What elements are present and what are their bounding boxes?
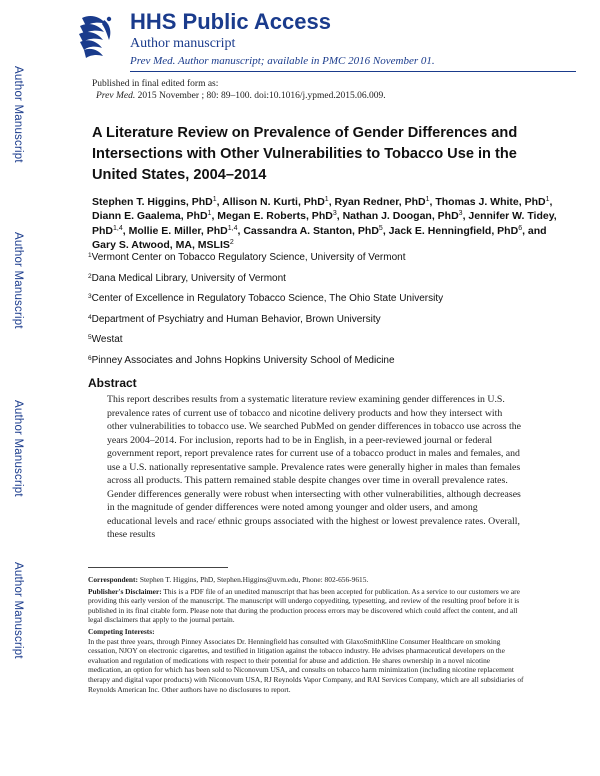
footnote-divider bbox=[88, 567, 228, 568]
citation-journal: Prev Med. bbox=[96, 91, 136, 101]
author-separator: , bbox=[462, 210, 469, 223]
author-affiliation-marker: 1,4 bbox=[113, 224, 123, 232]
author-name: Ryan Redner, PhD bbox=[334, 196, 426, 208]
paper-title: A Literature Review on Prevalence of Gender Differences and Intersections with Other Vulnerabilities to Tobacco Use in the United States, 2004–2014 bbox=[92, 125, 518, 183]
author-separator: , bbox=[122, 224, 129, 237]
author-separator: , bbox=[237, 224, 244, 237]
author-affiliation-marker: 3 bbox=[332, 210, 337, 218]
author-name: Thomas J. White, PhD bbox=[435, 196, 546, 208]
side-label-author-manuscript: Author Manuscript bbox=[12, 66, 24, 163]
side-label-author-manuscript: Author Manuscript bbox=[12, 400, 24, 497]
author-separator: , bbox=[549, 196, 553, 208]
availability-line bbox=[130, 54, 570, 68]
citation bbox=[92, 90, 572, 102]
author-affiliation-marker: 1 bbox=[324, 196, 329, 203]
affiliation-text: Dana Medical Library, University of Vermont bbox=[91, 272, 286, 284]
affiliation-number: 1 bbox=[88, 252, 92, 259]
author-name: Diann E. Gaalema, PhD bbox=[92, 210, 208, 223]
affiliation bbox=[88, 355, 395, 366]
header-divider bbox=[130, 71, 576, 72]
disclaimer-label: Publisher's Disclaimer: bbox=[88, 586, 162, 596]
affiliation-text: Center of Excellence in Regulatory Tobacco Science, The Ohio State University bbox=[91, 293, 444, 304]
author-name: Megan E. Roberts, PhD bbox=[217, 210, 333, 223]
author-affiliation-marker: 1 bbox=[212, 196, 217, 203]
affiliation-text: Department of Psychiatry and Human Behavior, Brown University bbox=[91, 313, 381, 325]
affiliation bbox=[88, 252, 406, 263]
author-affiliation-marker: 3 bbox=[458, 210, 463, 218]
correspondent-label: Correspondent: bbox=[88, 575, 138, 584]
availability-text: Author manuscript; available in PMC 2016 November 01. bbox=[177, 55, 435, 67]
correspondent-text: Stephen T. Higgins, PhD, Stephen.Higgins@uvm.edu, Phone: 802-656-9615. bbox=[139, 575, 369, 584]
footnotes bbox=[88, 575, 526, 696]
author-separator: , and bbox=[522, 224, 547, 237]
affiliation-number: 4 bbox=[88, 313, 92, 321]
author-name: Cassandra A. Stanton, PhD bbox=[243, 224, 379, 237]
author-separator: , bbox=[382, 224, 389, 237]
affiliation-number: 2 bbox=[88, 272, 92, 280]
journal-abbrev: Prev Med. bbox=[130, 55, 176, 67]
author-name: Mollie E. Miller, PhD bbox=[128, 224, 228, 237]
affiliation-number: 6 bbox=[88, 354, 92, 362]
author-name: Jennifer W. Tidey, PhD bbox=[92, 210, 557, 237]
author-affiliation-marker: 2 bbox=[229, 238, 234, 246]
author-affiliation-marker: 1,4 bbox=[227, 224, 238, 232]
author-separator: , bbox=[336, 210, 343, 223]
author-affiliation-marker: 1 bbox=[425, 196, 430, 203]
correspondent-note bbox=[88, 575, 526, 585]
affiliation bbox=[88, 334, 123, 345]
author-separator: , bbox=[328, 196, 335, 208]
abstract-heading: Abstract bbox=[88, 376, 137, 390]
competing-label: Competing Interests: bbox=[88, 626, 155, 636]
affiliation bbox=[88, 314, 381, 325]
author-name: Gary S. Atwood, MA, MSLIS bbox=[92, 238, 230, 251]
author-name: Jack E. Henningfield, PhD bbox=[388, 224, 519, 237]
hhs-public-access-title: HHS Public Access bbox=[130, 9, 331, 34]
competing-text: In the past three years, through Pinney Associates Dr. Henningfield has consulted with GlaxoSmithKline Consumer Healthcare on smoking cessation, NJOY on electronic cigarettes, and testified in litigation against the tobacco industry. He advises pharmaceutical developers on the evaluation and regulation of medications with respect to their potential for abuse and addiction. He shares ownership in a novel nicotine medication, an option for which has been sold to Niconovum USA, and consults on tobacco harm minimization (including nicotine replacement therapy and digital vapor products) with Niconovum USA, RJ Reynolds Vapor Company, and RAI Services Company, which are all subsidiaries of Reynolds American Inc. Other authors have no disclosures to report. bbox=[88, 636, 524, 694]
published-label: Published in final edited form as: bbox=[92, 79, 219, 89]
competing-interests-note bbox=[88, 627, 526, 637]
author-list bbox=[92, 195, 562, 252]
disclaimer-note bbox=[88, 587, 526, 625]
affiliation bbox=[88, 293, 443, 304]
author-name: Stephen T. Higgins, PhD bbox=[92, 196, 213, 208]
author-separator: , bbox=[211, 210, 218, 223]
publication-info bbox=[92, 78, 572, 102]
side-label-author-manuscript: Author Manuscript bbox=[12, 232, 24, 329]
affiliation-text: Vermont Center on Tobacco Regulatory Science, University of Vermont bbox=[91, 252, 406, 263]
author-name: Nathan J. Doogan, PhD bbox=[342, 210, 459, 223]
author-affiliation-marker: 5 bbox=[378, 224, 383, 232]
abstract-text: This report describes results from a systematic literature review examining gender differences in U.S. prevalence rates of current use of tobacco and nicotine delivery products and how they intersect with other vulnerabilities to tobacco use. We searched PubMed on gender differences in tobacco use across the years 2004–2014. For inclusion, reports had to be in English, in a peer-reviewed journal or federal government report, report prevalence rates for current use of a tobacco product in males and females, and use a U.S. nationally representative sample. Prevalence rates were generally higher in males than females across all products. This pattern remained stable despite changes over time in overall prevalence rates. Gender differences generally were robust when intersecting with other vulnerabilities, although decreases in the magnitude of gender differences were noted among younger and older users, and among educational levels and race/ ethnic groups associated with the highest or lowest prevalence rates. Overall, these results bbox=[107, 394, 521, 540]
hhs-eagle-icon bbox=[76, 10, 116, 66]
disclaimer-text: This is a PDF file of an unedited manuscript that has been accepted for publication. As a service to our customers we are providing this early version of the manuscript. The manuscript will undergo copyediting, typesetting, and review of the resulting proof before it is published in its final citable form. Please note that during the production process errors may be discovered which could affect the content, and all legal disclaimers that apply to the journal pertain. bbox=[88, 586, 520, 625]
affiliation bbox=[88, 273, 286, 284]
affiliation-text: Pinney Associates and Johns Hopkins University School of Medicine bbox=[91, 354, 395, 366]
author-separator: , bbox=[216, 196, 223, 208]
affiliation-number: 5 bbox=[88, 334, 92, 341]
author-manuscript-label: Author manuscript bbox=[130, 36, 236, 51]
author-affiliation-marker: 6 bbox=[518, 224, 523, 232]
side-label-author-manuscript: Author Manuscript bbox=[12, 562, 24, 659]
author-name: Allison N. Kurti, PhD bbox=[222, 196, 325, 208]
author-affiliation-marker: 1 bbox=[545, 196, 550, 203]
citation-details: 2015 November ; 80: 89–100. doi:10.1016/j.ypmed.2015.06.009. bbox=[137, 91, 386, 101]
author-separator: , bbox=[429, 196, 436, 208]
affiliation-number: 3 bbox=[88, 293, 92, 300]
hhs-header bbox=[76, 10, 576, 72]
affiliation-text: Westat bbox=[91, 334, 123, 345]
author-affiliation-marker: 1 bbox=[207, 210, 212, 218]
